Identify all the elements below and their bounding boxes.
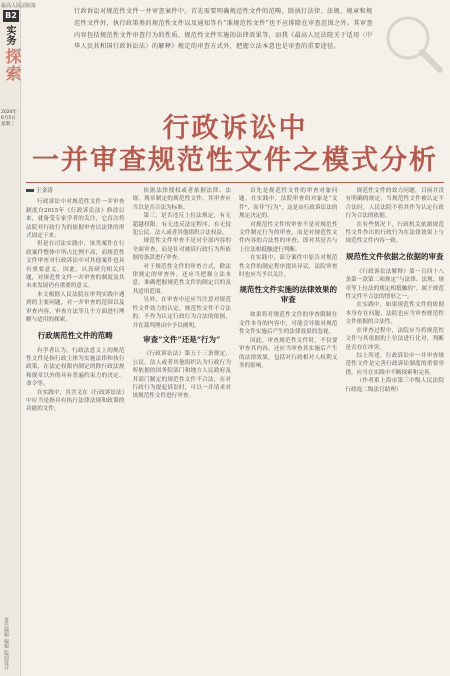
paragraph: 在实践中，部分案件中原告对规范性文件的制定程序提出异议，法院审查时也应当予以关注。 — [239, 255, 338, 279]
paragraph: 规范性文件审查不是对全部内容的全面审查，而是针对被诉行政行为所依据的条款进行审查。 — [132, 238, 231, 262]
column-1 — [26, 187, 125, 669]
publication-name: 最高人民法院报 — [1, 3, 37, 9]
paragraph: 对于规范性文件的审查方式，除法律规定的审查外，还应当把握立法本意，准确把握规范性文件的制定目的及其适用范围。 — [132, 263, 231, 295]
paragraph: 规范性文件的效力问题，目前并没有明确的规定。当规范性文件被认定不合法时，人民法院不将其作为认定行政行为合法的依据。 — [345, 188, 444, 220]
date-day: 6月5日 — [1, 116, 16, 121]
author-marker — [26, 189, 34, 192]
paragraph: 在实践中，其含义在《行政诉讼法》中应当是指具有执行法律法规和政策的功能的文件。 — [26, 389, 125, 413]
date-year: 2024年 — [1, 110, 17, 115]
section-name: 实务 — [4, 25, 15, 45]
column-4 — [346, 187, 445, 669]
side-strip — [0, 0, 37, 676]
paragraph: 但是在司法实践中，该类案件在行政案件整体中所占比例不高，而规范性文件审查对行政诉讼中对其他案件也具有重要意义。因此，认真研究相关问题，对规范性文件一并审查的制度及其未来发展仍有重要的意义。 — [26, 241, 125, 290]
column-3 — [239, 187, 338, 669]
title-divider — [26, 182, 444, 183]
article-body — [26, 187, 444, 669]
editor-credits: 责任编辑 编辑 版面设计 — [3, 616, 9, 670]
section-heading: 审查“文件”还是“行为” — [143, 334, 221, 344]
paragraph: 因此，审查规范性文件时，不仅要审查其内容，还应当审查其实施后产生的法律效果，包括对行政相对人权利义务的影响。 — [239, 337, 338, 369]
paragraph: 在审查过程中，法院应当将规范性文件与其依据的上位法进行比对，判断是否存在冲突。 — [345, 327, 444, 351]
section-heading: 规范性文件依据之依据的审查 — [346, 251, 444, 261]
paragraph: 如果将对规范性文件的审查限制在文件本身的内容中，可能会导致对规范性文件实施后产生的法律效果的忽视。 — [239, 312, 338, 336]
paragraph: 本文根据人民法院在审判实践中遇到的主要问题，对一并审查的范围以及审查内容、审查方法等几个方面进行理解与适用的探索。 — [26, 291, 125, 324]
author-note: （作者系上海市第三中级人民法院行政庭二级法官助理） — [345, 378, 444, 393]
paragraph: 综上所述，行政诉讼中一并审查规范性文件是完善行政诉讼制度的重要举措，应当在实践中不断探索和完善。 — [345, 352, 444, 376]
author-line — [26, 187, 125, 195]
intro-summary: 行政诉讼对规范性文件一并审查案件中，首先需要明确规范性文件的范畴，除执行法律、法规、规章和规范性文件外，执行政策类的规范性文件以及通知等有“准规范性文件”也不应排除在审查范围之外。其审查内容包括规范性文件审查行为的性质、规范性文件实施的法律效果等，而我《最高人民法院关于适用〈中华人民共和国行政诉讼法〉的解释》规定的审查方式外，把握立法本意也是审查的重要途径。 — [74, 8, 373, 51]
section-heading: 行政规范性文件的范畴 — [37, 330, 113, 340]
magnifier-icon — [378, 8, 448, 78]
paragraph: 第三，是否违反上位法规定，有无超越权限，有无违反法定程序，有无侵犯公民、法人或者其他组织合法权益。 — [132, 213, 231, 237]
author-name: 王金涛 — [36, 188, 53, 194]
paragraph: 有学者认为，行政法意义上的规范性文件是指行政主体为实施法律和执行政策，在法定权限内制定的除行政法规和规章以外的具有普遍约束力的决定、命令等。 — [26, 347, 125, 388]
paragraph: 对规范性文件的审查不是对规范性文件制定行为的审查，而是对规范性文件内容的合法性的审查，即对其是否与上位法相抵触进行判断。 — [239, 221, 338, 253]
paragraph: 《行政诉讼法解释》第一百四十八条第一款第二项规定“与法律、法规、规章等上位法的规定相抵触的”，属于规范性文件不合法的情形之一。 — [345, 268, 444, 301]
date-block — [1, 110, 21, 128]
paragraph: 《行政诉讼法》第五十三条规定，公民、法人或者其他组织认为行政行为所依据的国务院部门和地方人民政府及其部门制定的规范性文件不合法，在对行政行为提起诉讼时，可以一并请求对该规范性文件进行审查。 — [132, 351, 231, 400]
title-line-1: 行政诉讼中 — [162, 113, 308, 144]
date-weekday: 星期三 — [1, 122, 15, 127]
title-line-2: 一并审查规范性文件之模式分析 — [32, 145, 438, 176]
section-tag: 探索 — [3, 48, 22, 82]
paragraph: 另外，在审查中还应当注意对规范性文件效力的认定，规范性文件不合法的，不作为认定行政行为合法的依据，并在裁判理由中予以阐明。 — [132, 297, 231, 329]
section-heading: 规范性文件实施的法律效果的审查 — [239, 285, 337, 305]
column-2 — [133, 187, 232, 669]
paragraph: 在有些情况下，行政机关依据规范性文件作出的行政行为在法律效果上与规范性文件内容一致。 — [345, 221, 444, 245]
paragraph: 依据法律授权或者依据法律、法规、规章制定的规范性文件，其审查应当以是否合法为标准。 — [132, 188, 231, 211]
paragraph: 行政诉讼中对规范性文件一并审查制度自2015年《行政诉讼法》修改以来，就备受专家学者的关注，它首次将法院对行政行为的依据审查以法律的形式固定下来。 — [26, 199, 125, 240]
paragraph: 首先是规范性文件的审查对象问题。在实践中，法院审查的对象是“文件”，而非“行为”，这是由行政诉讼法的规定决定的。 — [239, 188, 338, 220]
page-number-badge: B2 — [3, 10, 19, 22]
article-title — [20, 113, 450, 177]
paragraph: 在实践中，如果规范性文件的依据本身存在问题，法院也应当审查规范性文件依据的合法性。 — [345, 302, 444, 326]
